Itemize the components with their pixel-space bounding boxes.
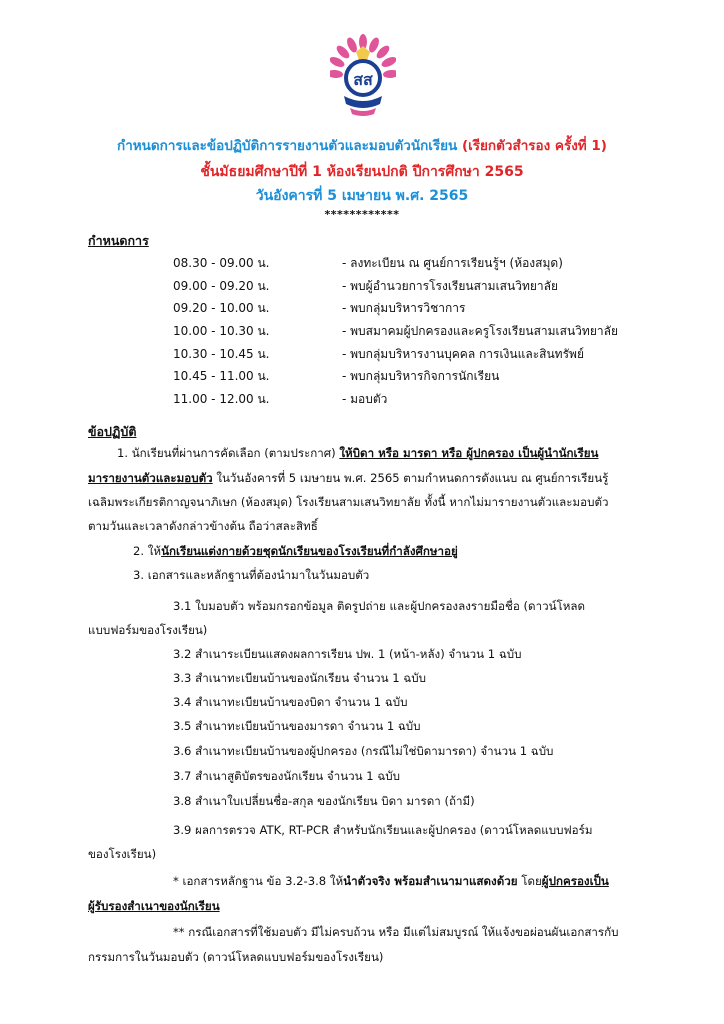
doc-3-9-line2: ของโรงเรียน) — [88, 847, 157, 861]
rule-1-emphasis: ให้บิดา หรือ มารดา หรือ ผู้ปกครอง เป็นผู้นำนักเรียน — [339, 446, 599, 460]
doc-3-2: 3.2 สำเนาระเบียนแสดงผลการเรียน ปพ. 1 (หน้า-หลัง) จำนวน 1 ฉบับ — [173, 647, 522, 661]
schedule-time: 09.00 - 09.20 น. — [173, 279, 270, 293]
schedule-time: 08.30 - 09.00 น. — [173, 256, 270, 270]
note-1-text: โดย — [517, 874, 542, 888]
svg-text:สส: สส — [353, 70, 373, 89]
doc-3-8: 3.8 สำเนาใบเปลี่ยนชื่อ-สกุล ของนักเรียน บิดา มารดา (ถ้ามี) — [173, 794, 475, 808]
title-line3: วันอังคารที่ 5 เมษายน พ.ศ. 2565 — [255, 188, 469, 204]
schedule-time: 11.00 - 12.00 น. — [173, 392, 270, 406]
schedule-desc: - ลงทะเบียน ณ ศูนย์การเรียนรู้ฯ (ห้องสมุด) — [342, 256, 563, 270]
doc-3-9-line1: 3.9 ผลการตรวจ ATK, RT-PCR สำหรับนักเรียนและผู้ปกครอง (ดาวน์โหลดแบบฟอร์ม — [173, 823, 593, 837]
doc-3-4: 3.4 สำเนาทะเบียนบ้านของบิดา จำนวน 1 ฉบับ — [173, 695, 408, 709]
note-1-line1 — [173, 873, 609, 891]
note-1-line2: ผู้รับรองสำเนาของนักเรียน — [88, 899, 220, 913]
schedule-desc: - พบกลุ่มบริหารกิจการนักเรียน — [342, 369, 500, 383]
schedule-desc: - พบผู้อำนวยการโรงเรียนสามเสนวิทยาลัย — [342, 279, 559, 293]
title-line1-paren: (เรียกตัวสำรอง ครั้งที่ 1) — [461, 138, 607, 154]
rule-2 — [133, 543, 458, 561]
schedule-time: 09.20 - 10.00 น. — [173, 301, 270, 315]
title-line1 — [0, 134, 724, 156]
schedule-time: 10.30 - 10.45 น. — [173, 347, 270, 361]
school-emblem-icon — [330, 34, 396, 118]
schedule-time: 10.45 - 11.00 น. — [173, 369, 270, 383]
title-line1-main: กำหนดการและข้อปฏิบัติการรายงานตัวและมอบตัวนักเรียน — [117, 138, 458, 154]
rule-1-emphasis: มารายงานตัวและมอบตัว — [88, 471, 213, 485]
doc-3-3: 3.3 สำเนาทะเบียนบ้านของนักเรียน จำนวน 1 ฉบับ — [173, 671, 426, 685]
rule-1-text: 1. นักเรียนที่ผ่านการคัดเลือก (ตามประกาศ) — [117, 446, 340, 460]
schedule-desc: - พบกลุ่มบริหารงานบุคคล การเงินและสินทรัพย์ — [342, 347, 584, 361]
separator-stars: ************ — [324, 208, 400, 221]
note-1-emphasis: ผู้ปกครองเป็น — [541, 874, 609, 888]
rule-1-line3: เฉลิมพระเกียรติกาญจนาภิเษก (ห้องสมุด) โรงเรียนสามเสนวิทยาลัย ทั้งนี้ หากไม่มารายงานตัวและมอบตัว — [88, 495, 609, 509]
rule-1-line4: ตามวันและเวลาดังกล่าวข้างต้น ถือว่าสละสิทธิ์ — [88, 519, 318, 533]
schedule-heading: กำหนดการ — [88, 233, 149, 248]
doc-3-1-line1: 3.1 ใบมอบตัว พร้อมกรอกข้อมูล ติดรูปถ่าย และผู้ปกครองลงรายมือชื่อ (ดาวน์โหลด — [173, 599, 586, 613]
note-2-line2: กรรมการในวันมอบตัว (ดาวน์โหลดแบบฟอร์มของโรงเรียน) — [88, 950, 384, 964]
rule-2-text: 2. ให้ — [133, 544, 162, 558]
rules-heading: ข้อปฏิบัติ — [88, 424, 137, 439]
note-2-line1: ** กรณีเอกสารที่ใช้มอบตัว มีไม่ครบถ้วน หรือ มีแต่ไม่สมบูรณ์ ให้แจ้งขอผ่อนผันเอกสารกับ — [173, 925, 619, 939]
schedule-desc: - พบกลุ่มบริหารวิชาการ — [342, 301, 466, 315]
schedule-desc: - พบสมาคมผู้ปกครองและครูโรงเรียนสามเสนวิทยาลัย — [342, 324, 618, 338]
doc-3-6: 3.6 สำเนาทะเบียนบ้านของผู้ปกครอง (กรณีไม่ใช่บิดามารดา) จำนวน 1 ฉบับ — [173, 744, 554, 758]
doc-3-5: 3.5 สำเนาทะเบียนบ้านของมารดา จำนวน 1 ฉบับ — [173, 719, 421, 733]
title-line2: ชั้นมัธยมศึกษาปีที่ 1 ห้องเรียนปกติ ปีการศึกษา 2565 — [200, 164, 524, 180]
note-1-emphasis: นำตัวจริง พร้อมสำเนามาแสดงด้วย — [343, 874, 518, 888]
rule-1-line1 — [117, 445, 598, 463]
rule-3: 3. เอกสารและหลักฐานที่ต้องนำมาในวันมอบตัว — [133, 568, 370, 582]
schedule-desc: - มอบตัว — [342, 392, 388, 406]
rule-2-emphasis: นักเรียนแต่งกายด้วยชุดนักเรียนของโรงเรียนที่กำลังศึกษาอยู่ — [161, 544, 458, 558]
rule-1-text: ในวันอังคารที่ 5 เมษายน พ.ศ. 2565 ตามกำหนดการดังแนบ ณ ศูนย์การเรียนรู้ — [212, 471, 609, 485]
rule-1-line2 — [88, 470, 608, 488]
schedule-time: 10.00 - 10.30 น. — [173, 324, 270, 338]
note-1-text: * เอกสารหลักฐาน ข้อ 3.2-3.8 ให้ — [173, 874, 344, 888]
doc-3-1-line2: แบบฟอร์มของโรงเรียน) — [88, 623, 208, 637]
doc-3-7: 3.7 สำเนาสูติบัตรของนักเรียน จำนวน 1 ฉบับ — [173, 769, 400, 783]
